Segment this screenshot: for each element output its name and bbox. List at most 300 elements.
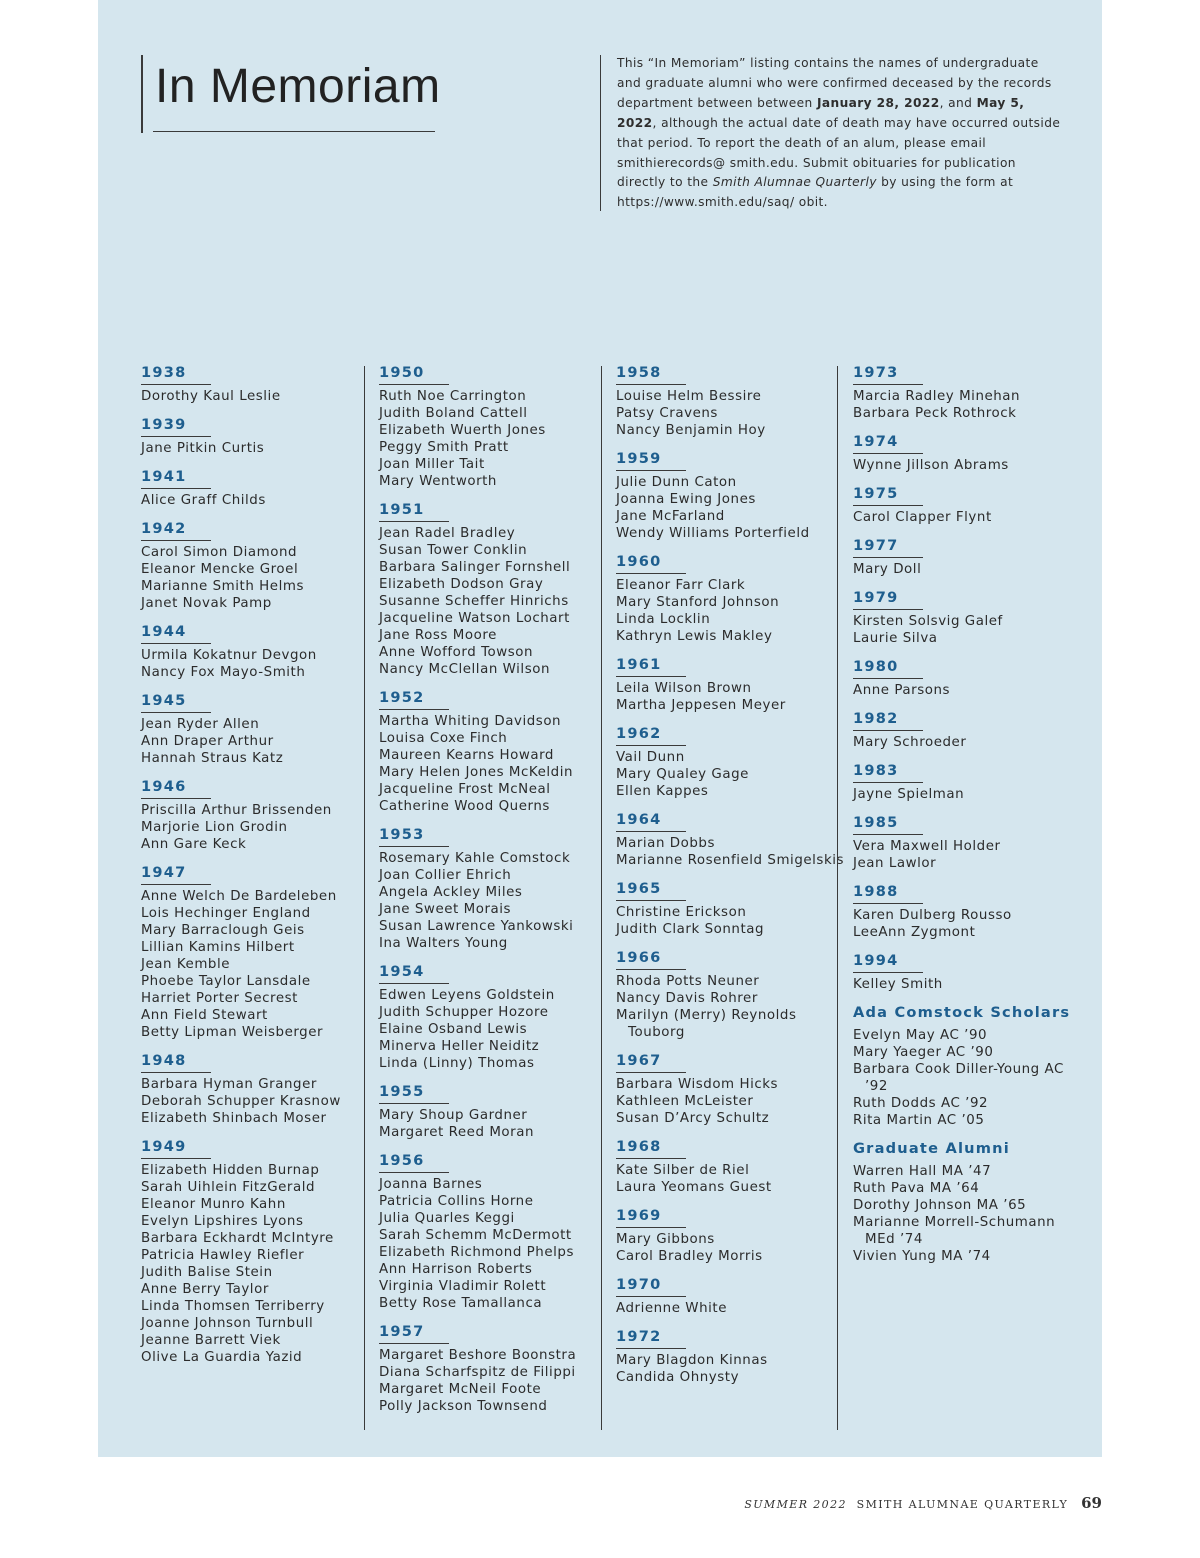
name-list — [379, 388, 604, 490]
name-list — [141, 1162, 366, 1366]
class-year-heading: 1958 — [616, 364, 686, 385]
alum-name: Catherine Wood Querns — [379, 799, 550, 814]
alum-name: Barbara Wisdom Hicks — [616, 1077, 779, 1092]
alum-name: Louisa Coxe Finch — [379, 731, 508, 746]
alum-name: Margaret Reed Moran — [379, 1125, 535, 1140]
class-year-heading: 1947 — [141, 864, 211, 885]
class-year-heading: 1950 — [379, 364, 449, 385]
alum-name: Ann Harrison Roberts — [379, 1262, 533, 1277]
alum-name: Kate Silber de Riel — [616, 1163, 750, 1178]
alum-name: Lois Hechinger England — [141, 906, 311, 921]
alum-name: Anne Welch De Bardeleben — [141, 889, 337, 904]
alum-name: Jean Kemble — [141, 957, 231, 972]
footer-publication: SMITH ALUMNAE QUARTERLY — [856, 1498, 1069, 1511]
page-number: 69 — [1081, 1494, 1102, 1512]
alum-name: Louise Helm Bessire — [616, 389, 762, 404]
name-list — [616, 904, 841, 938]
alum-name: Dorothy Johnson MA ’65 — [853, 1198, 1027, 1213]
alum-name: Laura Yeomans Guest — [616, 1180, 772, 1195]
alum-name: Ann Gare Keck — [141, 837, 247, 852]
class-year-group — [853, 364, 1078, 422]
name-list — [853, 457, 1078, 474]
name-list — [616, 680, 841, 714]
memoriam-column-4 — [853, 364, 1078, 1265]
alum-name: Julie Dunn Caton — [616, 475, 737, 490]
alum-name: Virginia Vladimir Rolett — [379, 1279, 547, 1294]
name-list — [379, 1176, 604, 1312]
class-year-heading: 1941 — [141, 468, 211, 489]
name-list — [616, 474, 841, 542]
alum-name: Wendy Williams Porterfield — [616, 526, 810, 541]
alum-name: Mary Qualey Gage — [616, 767, 749, 782]
name-list — [141, 802, 366, 853]
memoriam-column-1 — [141, 364, 366, 1366]
alum-name: Vail Dunn — [616, 750, 685, 765]
alum-name: Sarah Schemm McDermott — [379, 1228, 572, 1243]
alum-name: Patricia Hawley Riefler — [141, 1248, 305, 1263]
alum-name: Jeanne Barrett Viek — [141, 1333, 281, 1348]
name-list — [141, 388, 366, 405]
class-year-heading: 1952 — [379, 689, 449, 710]
alum-name: Joanne Johnson Turnbull — [141, 1316, 314, 1331]
alum-name: Patsy Cravens — [616, 406, 718, 421]
class-year-heading: 1973 — [853, 364, 923, 385]
class-year-group — [853, 578, 1078, 647]
alum-name: Joanna Ewing Jones — [616, 492, 756, 507]
class-year-group — [853, 803, 1078, 872]
column-divider — [837, 366, 838, 1430]
alum-name: Martha Jeppesen Meyer — [616, 698, 786, 713]
class-year-heading: 1968 — [616, 1138, 686, 1159]
alum-name: Elizabeth Shinbach Moser — [141, 1111, 327, 1126]
name-list — [616, 1162, 841, 1196]
alum-name: Nancy McClellan Wilson — [379, 662, 551, 677]
class-year-group — [616, 542, 841, 645]
alum-name: Marjorie Lion Grodin — [141, 820, 288, 835]
alum-name: Maureen Kearns Howard — [379, 748, 554, 763]
alum-name: Martha Whiting Davidson — [379, 714, 562, 729]
alum-name: Harriet Porter Secrest — [141, 991, 298, 1006]
alum-name: Susan D’Arcy Schultz — [616, 1111, 770, 1126]
alum-name: Jean Ryder Allen — [141, 717, 260, 732]
alum-name: Marianne Morrell-Schumann — [853, 1215, 1056, 1230]
class-year-group — [141, 1041, 366, 1127]
title-block — [141, 55, 441, 133]
class-year-group — [616, 938, 841, 1041]
alum-name: Marilyn (Merry) Reynolds — [616, 1008, 797, 1023]
alum-name: Ellen Kappes — [616, 784, 709, 799]
alum-name: Rosemary Kahle Comstock — [379, 851, 571, 866]
class-year-group — [853, 647, 1078, 699]
name-list — [616, 973, 841, 1041]
alum-name: Nancy Davis Rohrer — [616, 991, 758, 1006]
alum-name: Barbara Cook Diller-Young AC — [853, 1062, 1064, 1077]
class-year-group — [141, 767, 366, 853]
class-year-group — [141, 364, 366, 405]
class-year-heading: 1977 — [853, 537, 923, 558]
alum-name: Angela Ackley Miles — [379, 885, 523, 900]
alum-name: Jayne Spielman — [853, 787, 965, 802]
memoriam-column-3 — [616, 364, 845, 1386]
class-year-heading: 1966 — [616, 949, 686, 970]
class-year-heading: 1980 — [853, 658, 923, 679]
alum-name: Barbara Eckhardt McIntyre — [141, 1231, 334, 1246]
alum-name: Jean Radel Bradley — [379, 526, 516, 541]
alum-name: Susan Lawrence Yankowski — [379, 919, 574, 934]
alum-name: Margaret McNeil Foote — [379, 1382, 542, 1397]
alum-name: Susan Tower Conklin — [379, 543, 528, 558]
class-year-heading: 1961 — [616, 656, 686, 677]
name-list — [379, 1347, 604, 1415]
alum-name: LeeAnn Zygmont — [853, 925, 976, 940]
alum-name: Ina Walters Young — [379, 936, 508, 951]
name-list — [141, 492, 366, 509]
alum-name: Mary Doll — [853, 562, 922, 577]
intro-text-1: This “In Memoriam” listing contains the names of undergraduate and graduate alumni who were confirmed deceased by the records department between between — [617, 56, 1052, 110]
alum-name: Alice Graff Childs — [141, 493, 266, 508]
name-list — [379, 1107, 604, 1141]
alum-name: Jane Ross Moore — [379, 628, 497, 643]
class-year-heading: 1964 — [616, 811, 686, 832]
alum-name: Kirsten Solsvig Galef — [853, 614, 1003, 629]
alum-name: Jacqueline Frost McNeal — [379, 782, 551, 797]
alum-name: Touborg — [628, 1025, 685, 1040]
column-divider — [601, 366, 602, 1430]
name-list — [853, 786, 1078, 803]
class-year-heading: 1956 — [379, 1152, 449, 1173]
class-year-group — [853, 751, 1078, 803]
alum-name: Jane Pitkin Curtis — [141, 441, 265, 456]
alum-name: Elizabeth Wuerth Jones — [379, 423, 546, 438]
name-list — [141, 888, 366, 1041]
class-year-heading: 1988 — [853, 883, 923, 904]
page-title: In Memoriam — [155, 60, 441, 113]
name-list — [853, 613, 1078, 647]
alum-name: Linda (Linny) Thomas — [379, 1056, 535, 1071]
alum-name: Minerva Heller Neiditz — [379, 1039, 540, 1054]
name-list — [853, 907, 1078, 941]
alum-name: Mary Blagdon Kinnas — [616, 1353, 768, 1368]
alum-name: Olive La Guardia Yazid — [141, 1350, 303, 1365]
class-year-heading: 1959 — [616, 450, 686, 471]
alum-name: Mary Barraclough Geis — [141, 923, 305, 938]
page-footer — [744, 1494, 1102, 1512]
alum-name: Deborah Schupper Krasnow — [141, 1094, 341, 1109]
group-heading: Graduate Alumni — [853, 1140, 1010, 1157]
alum-name: Linda Locklin — [616, 612, 711, 627]
alum-name: Kelley Smith — [853, 977, 943, 992]
class-year-heading: 1948 — [141, 1052, 211, 1073]
alum-name: Rita Martin AC ’05 — [853, 1113, 985, 1128]
alum-name: Laurie Silva — [853, 631, 938, 646]
class-year-group — [616, 364, 841, 439]
class-year-group — [141, 853, 366, 1041]
class-year-group — [379, 1141, 604, 1312]
alum-name: Ruth Pava MA ’64 — [853, 1181, 980, 1196]
alum-name: Polly Jackson Townsend — [379, 1399, 548, 1414]
class-year-group — [853, 1140, 1078, 1265]
intro-divider — [600, 55, 601, 211]
name-list — [616, 1300, 841, 1317]
name-list — [853, 734, 1078, 751]
alum-name: ’92 — [865, 1079, 888, 1094]
name-list — [853, 509, 1078, 526]
alum-name: Betty Rose Tamallanca — [379, 1296, 543, 1311]
class-year-group — [853, 941, 1078, 993]
name-list — [616, 1076, 841, 1127]
alum-name: Ann Draper Arthur — [141, 734, 274, 749]
name-list — [141, 1076, 366, 1127]
alum-name: Peggy Smith Pratt — [379, 440, 509, 455]
name-list — [616, 835, 845, 869]
class-year-heading: 1962 — [616, 725, 686, 746]
alum-name: Judith Schupper Hozore — [379, 1005, 549, 1020]
alum-name: Jacqueline Watson Lochart — [379, 611, 570, 626]
column-divider — [364, 366, 365, 1430]
name-list — [616, 749, 841, 800]
alum-name: Sarah Uihlein FitzGerald — [141, 1180, 316, 1195]
alum-name: Eleanor Farr Clark — [616, 578, 746, 593]
name-list — [853, 561, 1078, 578]
class-year-group — [141, 681, 366, 767]
name-list — [141, 440, 366, 457]
class-year-heading: 1967 — [616, 1052, 686, 1073]
class-year-group — [379, 815, 604, 952]
name-list — [853, 976, 1078, 993]
alum-name: Mary Wentworth — [379, 474, 497, 489]
alum-name: Barbara Peck Rothrock — [853, 406, 1017, 421]
alum-name: Anne Parsons — [853, 683, 951, 698]
class-year-group — [141, 1127, 366, 1366]
class-year-heading: 1970 — [616, 1276, 686, 1297]
alum-name: Vera Maxwell Holder — [853, 839, 1001, 854]
alum-name: Ann Field Stewart — [141, 1008, 268, 1023]
class-year-group — [379, 364, 604, 490]
alum-name: Lillian Kamins Hilbert — [141, 940, 295, 955]
alum-name: Phoebe Taylor Lansdale — [141, 974, 311, 989]
class-year-heading: 1960 — [616, 553, 686, 574]
alum-name: Carol Clapper Flynt — [853, 510, 992, 525]
alum-name: Kathleen McLeister — [616, 1094, 754, 1109]
class-year-heading: 1969 — [616, 1207, 686, 1228]
alum-name: MEd ’74 — [865, 1232, 923, 1247]
class-year-heading: 1965 — [616, 880, 686, 901]
class-year-heading: 1994 — [853, 952, 923, 973]
alum-name: Mary Stanford Johnson — [616, 595, 780, 610]
intro-publication-name: Smith Alumnae Quarterly — [712, 175, 877, 190]
class-year-group — [853, 699, 1078, 751]
alum-name: Leila Wilson Brown — [616, 681, 752, 696]
alum-name: Eleanor Munro Kahn — [141, 1197, 286, 1212]
alum-name: Diana Scharfspitz de Filippi — [379, 1365, 576, 1380]
name-list — [379, 850, 604, 952]
alum-name: Judith Clark Sonntag — [616, 922, 765, 937]
alum-name: Hannah Straus Katz — [141, 751, 284, 766]
intro-paragraph — [617, 54, 1062, 213]
class-year-heading: 1944 — [141, 623, 211, 644]
name-list — [853, 1027, 1078, 1129]
alum-name: Rhoda Potts Neuner — [616, 974, 760, 989]
alum-name: Adrienne White — [616, 1301, 727, 1316]
alum-name: Carol Simon Diamond — [141, 545, 298, 560]
alum-name: Nancy Benjamin Hoy — [616, 423, 766, 438]
alum-name: Joanna Barnes — [379, 1177, 483, 1192]
class-year-group — [616, 1317, 841, 1386]
alum-name: Carol Bradley Morris — [616, 1249, 763, 1264]
alum-name: Barbara Hyman Granger — [141, 1077, 317, 1092]
alum-name: Marcia Radley Minehan — [853, 389, 1021, 404]
class-year-group — [141, 509, 366, 612]
class-year-group — [853, 872, 1078, 941]
name-list — [853, 388, 1078, 422]
title-underline — [153, 131, 435, 132]
name-list — [141, 647, 366, 681]
alum-name: Mary Schroeder — [853, 735, 967, 750]
class-year-heading: 1957 — [379, 1323, 449, 1344]
name-list — [853, 838, 1078, 872]
intro-end-date: May 5, 2022 — [617, 95, 1025, 130]
alum-name: Candida Ohnysty — [616, 1370, 740, 1385]
class-year-group — [616, 1127, 841, 1196]
alum-name: Judith Balise Stein — [141, 1265, 273, 1280]
class-year-heading: 1954 — [379, 963, 449, 984]
alum-name: Eleanor Mencke Groel — [141, 562, 299, 577]
alum-name: Elizabeth Dodson Gray — [379, 577, 544, 592]
class-year-heading: 1955 — [379, 1083, 449, 1104]
class-year-group — [616, 645, 841, 714]
class-year-heading: 1982 — [853, 710, 923, 731]
alum-name: Julia Quarles Keggi — [379, 1211, 515, 1226]
alum-name: Elizabeth Richmond Phelps — [379, 1245, 574, 1260]
alum-name: Mary Yaeger AC ’90 — [853, 1045, 994, 1060]
alum-name: Margaret Beshore Boonstra — [379, 1348, 577, 1363]
name-list — [141, 544, 366, 612]
alum-name: Ruth Dodds AC ’92 — [853, 1096, 989, 1111]
alum-name: Marian Dobbs — [616, 836, 716, 851]
alum-name: Janet Novak Pamp — [141, 596, 272, 611]
alum-name: Susanne Scheffer Hinrichs — [379, 594, 569, 609]
class-year-heading: 1946 — [141, 778, 211, 799]
class-year-heading: 1951 — [379, 501, 449, 522]
alum-name: Judith Boland Cattell — [379, 406, 528, 421]
alum-name: Christine Erickson — [616, 905, 747, 920]
alum-name: Anne Wofford Towson — [379, 645, 534, 660]
class-year-group — [379, 678, 604, 815]
name-list — [616, 577, 841, 645]
name-list — [141, 716, 366, 767]
memoriam-column-2 — [379, 364, 604, 1415]
alum-name: Nancy Fox Mayo-Smith — [141, 665, 306, 680]
class-year-group — [616, 714, 841, 800]
class-year-heading: 1975 — [853, 485, 923, 506]
footer-season: SUMMER 2022 — [744, 1498, 847, 1511]
class-year-heading: 1942 — [141, 520, 211, 541]
class-year-group — [853, 1004, 1078, 1129]
alum-name: Urmila Kokatnur Devgon — [141, 648, 317, 663]
class-year-group — [616, 800, 845, 869]
alum-name: Wynne Jillson Abrams — [853, 458, 1009, 473]
alum-name: Betty Lipman Weisberger — [141, 1025, 324, 1040]
intro-text-2: , and — [939, 95, 977, 110]
alum-name: Mary Helen Jones McKeldin — [379, 765, 573, 780]
alum-name: Warren Hall MA ’47 — [853, 1164, 992, 1179]
alum-name: Jane McFarland — [616, 509, 725, 524]
group-heading: Ada Comstock Scholars — [853, 1004, 1071, 1021]
alum-name: Karen Dulberg Rousso — [853, 908, 1012, 923]
class-year-group — [379, 1072, 604, 1141]
alum-name: Marianne Rosenfield Smigelskis — [616, 853, 845, 868]
alum-name: Mary Gibbons — [616, 1232, 715, 1247]
class-year-group — [616, 869, 841, 938]
class-year-heading: 1953 — [379, 826, 449, 847]
class-year-heading: 1974 — [853, 433, 923, 454]
alum-name: Evelyn May AC ’90 — [853, 1028, 988, 1043]
class-year-heading: 1985 — [853, 814, 923, 835]
class-year-group — [379, 490, 604, 678]
alum-name: Evelyn Lipshires Lyons — [141, 1214, 304, 1229]
alum-name: Anne Berry Taylor — [141, 1282, 269, 1297]
alum-name: Joan Miller Tait — [379, 457, 485, 472]
alum-name: Elaine Osband Lewis — [379, 1022, 528, 1037]
alum-name: Jean Lawlor — [853, 856, 937, 871]
class-year-group — [379, 952, 604, 1072]
class-year-group — [141, 612, 366, 681]
class-year-heading: 1972 — [616, 1328, 686, 1349]
class-year-group — [616, 1196, 841, 1265]
class-year-heading: 1945 — [141, 692, 211, 713]
name-list — [379, 713, 604, 815]
class-year-heading: 1979 — [853, 589, 923, 610]
name-list — [616, 1352, 841, 1386]
alum-name: Elizabeth Hidden Burnap — [141, 1163, 320, 1178]
class-year-group — [379, 1312, 604, 1415]
name-list — [379, 525, 604, 678]
alum-name: Priscilla Arthur Brissenden — [141, 803, 332, 818]
alum-name: Jane Sweet Morais — [379, 902, 512, 917]
name-list — [853, 1163, 1078, 1265]
alum-name: Ruth Noe Carrington — [379, 389, 527, 404]
name-list — [616, 1231, 841, 1265]
intro-start-date: January 28, 2022 — [816, 95, 940, 110]
class-year-heading: 1949 — [141, 1138, 211, 1159]
class-year-group — [853, 474, 1078, 526]
alum-name: Mary Shoup Gardner — [379, 1108, 528, 1123]
name-list — [616, 388, 841, 439]
alum-name: Edwen Leyens Goldstein — [379, 988, 555, 1003]
name-list — [853, 682, 1078, 699]
class-year-group — [616, 1041, 841, 1127]
alum-name: Barbara Salinger Fornshell — [379, 560, 571, 575]
name-list — [379, 987, 604, 1072]
alum-name: Joan Collier Ehrich — [379, 868, 512, 883]
class-year-heading: 1939 — [141, 416, 211, 437]
alum-name: Dorothy Kaul Leslie — [141, 389, 281, 404]
alum-name: Patricia Collins Horne — [379, 1194, 534, 1209]
class-year-heading: 1983 — [853, 762, 923, 783]
intro-text-3: , although the actual date of death may have occurred outside that period. To report the death of an alum, please email smithierecords@ smith.edu. Submit obituaries for publication directly to the — [617, 115, 1061, 190]
class-year-group — [853, 422, 1078, 474]
alum-name: Kathryn Lewis Makley — [616, 629, 773, 644]
intro-text-4: by using the form at https://www.smith.edu/saq/ obit. — [617, 175, 1014, 210]
class-year-group — [616, 439, 841, 542]
class-year-group — [616, 1265, 841, 1317]
class-year-group — [853, 526, 1078, 578]
class-year-heading: 1938 — [141, 364, 211, 385]
alum-name: Vivien Yung MA ’74 — [853, 1249, 991, 1264]
class-year-group — [141, 405, 366, 457]
alum-name: Marianne Smith Helms — [141, 579, 304, 594]
alum-name: Linda Thomsen Terriberry — [141, 1299, 325, 1314]
